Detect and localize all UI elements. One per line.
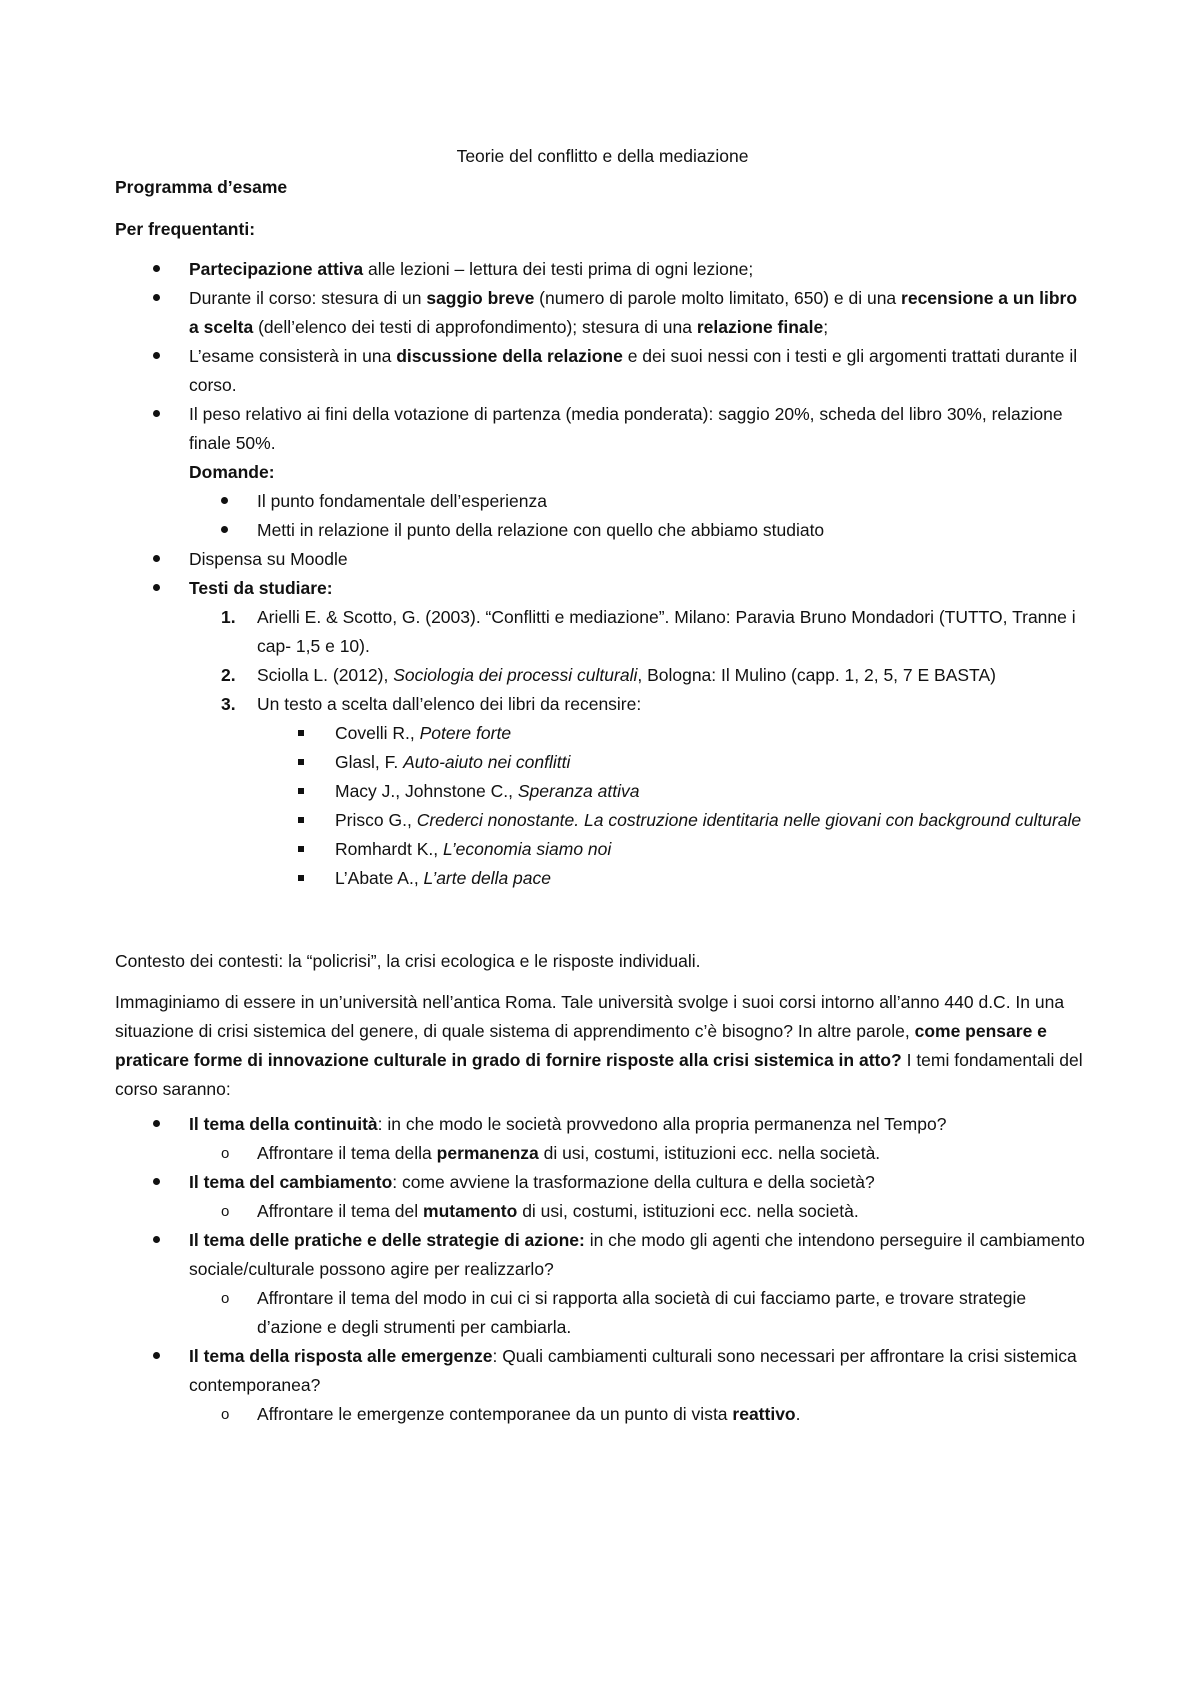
document-title: Teorie del conflitto e della mediazione: [456, 146, 749, 166]
list-item-text: [189, 1230, 1085, 1279]
bullet-marker: [298, 748, 318, 777]
circle-marker: o: [221, 1203, 230, 1220]
text-run: di usi, costumi, istituzioni ecc. nella società.: [538, 1143, 881, 1163]
list-item: [115, 1139, 1090, 1168]
square-bullet-icon: [298, 846, 304, 852]
text-run: discussione della relazione: [396, 346, 623, 366]
square-bullet-icon: [298, 759, 304, 765]
bullet-icon: [153, 584, 160, 591]
bullet-icon: [153, 352, 160, 359]
text-run: Un testo a scelta dall’elenco dei libri da recensire:: [257, 694, 642, 714]
list-item-text: [257, 1201, 859, 1221]
text-run: Il peso relativo ai fini della votazione di partenza (media ponderata): saggio 20%, scheda del libro 30%, relazione finale 50%.: [189, 404, 1063, 453]
text-run: (dell’elenco dei testi di approfondimento); stesura di una: [253, 317, 697, 337]
text-run: Potere forte: [419, 723, 512, 743]
list-item: [115, 661, 1090, 690]
text-run: Glasl, F.: [335, 752, 404, 772]
text-run: .: [795, 1404, 801, 1424]
text-run: Macy J., Johnstone C.,: [335, 781, 518, 801]
requirements-list: [115, 255, 1090, 893]
text-run: , Bologna: Il Mulino (capp. 1, 2, 5, 7 E BASTA): [637, 665, 996, 685]
number-marker: 2.: [221, 665, 236, 685]
text-run: Metti in relazione il punto della relazione con quello che abbiamo studiato: [257, 520, 825, 540]
text-run: : in che modo le società provvedono alla propria permanenza nel Tempo?: [377, 1114, 947, 1134]
bullet-icon: [221, 526, 228, 533]
circle-marker: o: [221, 1145, 230, 1162]
list-item: [115, 719, 1090, 748]
bullet-icon: [153, 1236, 160, 1243]
context-line: Contesto dei contesti: la “policrisi”, la crisi ecologica e le risposte individuali.: [115, 951, 701, 971]
square-bullet-icon: [298, 730, 304, 736]
list-item-text: [189, 346, 1077, 395]
square-bullet-icon: [298, 817, 304, 823]
list-item: [115, 806, 1090, 835]
bullet-marker: [153, 255, 173, 284]
text-run: Il tema delle pratiche e delle strategie di azione:: [189, 1230, 585, 1250]
list-item: [115, 574, 1090, 603]
text-run: Sociologia dei processi culturali: [393, 665, 638, 685]
list-item: [115, 342, 1090, 400]
list-item-text: [335, 839, 611, 859]
circle-marker: o: [221, 1406, 230, 1423]
bullet-marker: [298, 806, 318, 835]
square-bullet-icon: [298, 788, 304, 794]
text-run: saggio breve: [426, 288, 535, 308]
bullet-marker: [221, 516, 241, 545]
number-marker: 3.: [221, 694, 236, 714]
list-item-text: [335, 723, 511, 743]
text-run: reattivo: [732, 1404, 796, 1424]
bullet-marker: [221, 487, 241, 516]
text-run: L’esame consisterà in una: [189, 346, 397, 366]
square-bullet-icon: [298, 875, 304, 881]
text-run: permanenza: [436, 1143, 539, 1163]
text-run: L’Abate A.,: [335, 868, 424, 888]
text-run: di usi, costumi, istituzioni ecc. nella società.: [517, 1201, 859, 1221]
list-item-text: [335, 868, 551, 888]
text-run: Speranza attiva: [517, 781, 640, 801]
bullet-icon: [153, 410, 160, 417]
text-run: Affrontare il tema del: [257, 1201, 424, 1221]
handout-text: Dispensa su Moodle: [189, 549, 348, 569]
list-item-text: [189, 1172, 875, 1192]
text-run: Romhardt K.,: [335, 839, 443, 859]
list-item-text: [257, 694, 641, 714]
list-item: [115, 748, 1090, 777]
circle-marker: o: [221, 1290, 230, 1307]
bullet-icon: [221, 497, 228, 504]
text-run: L’economia siamo noi: [442, 839, 612, 859]
text-run: Affrontare il tema del modo in cui ci si rapporta alla società di cui facciamo parte, e trovare strategie d’azione e degli strumenti per cambiarla.: [257, 1288, 1027, 1337]
text-run: : come avviene la trasformazione della cultura e della società?: [392, 1172, 875, 1192]
bullet-marker: [153, 1226, 173, 1255]
list-item-text: [257, 491, 547, 511]
list-item: [115, 1400, 1090, 1429]
intro-paragraph: [115, 988, 1090, 1104]
list-item-text: [257, 607, 1076, 656]
list-item-text: [189, 288, 1077, 337]
list-item-text: [189, 404, 1063, 453]
list-item: [115, 1342, 1090, 1400]
bullet-marker: [153, 284, 173, 313]
text-run: Covelli R.,: [335, 723, 420, 743]
list-item: [115, 516, 1090, 545]
list-item: [115, 545, 1090, 574]
texts-heading: Testi da studiare:: [189, 578, 333, 598]
text-run: Sciolla L. (2012),: [257, 665, 394, 685]
list-item-text: [335, 752, 570, 772]
list-item: [115, 603, 1090, 661]
list-item-text: [189, 259, 753, 279]
list-item-text: [257, 520, 824, 540]
number-marker: 1.: [221, 607, 236, 627]
exam-program-heading: Programma d’esame: [115, 177, 288, 197]
bullet-marker: [298, 864, 318, 893]
text-run: Durante il corso: stesura di un: [189, 288, 427, 308]
text-run: ;: [823, 317, 829, 337]
bullet-icon: [153, 555, 160, 562]
text-run: Il punto fondamentale dell’esperienza: [257, 491, 547, 511]
list-item: [115, 864, 1090, 893]
bullet-marker: [298, 777, 318, 806]
bullet-icon: [153, 1120, 160, 1127]
list-item: [115, 255, 1090, 284]
list-item-text: [257, 665, 996, 685]
text-run: Affrontare le emergenze contemporanee da un punto di vista: [257, 1404, 733, 1424]
text-run: Il tema della continuità: [189, 1114, 378, 1134]
text-run: Affrontare il tema della: [257, 1143, 437, 1163]
text-run: Prisco G.,: [335, 810, 417, 830]
bullet-icon: [153, 1178, 160, 1185]
list-item-text: [335, 781, 639, 801]
text-run: e dei suoi nessi con i testi e gli argomenti trattati durante il corso.: [189, 346, 1078, 395]
list-item: [115, 777, 1090, 806]
list-item-text: [257, 1288, 1026, 1337]
list-item-text: [335, 810, 1081, 830]
text-run: Immaginiamo di essere in un’università nell’antica Roma. Tale università svolge i suoi corsi intorno all’anno 440 d.C. In una situazione di crisi sistemica del genere, di quale sistema di apprendimento c’è bisogno? In altre parole,: [115, 992, 1065, 1041]
list-item: [115, 1197, 1090, 1226]
list-item: [115, 400, 1090, 458]
bullet-icon: [153, 265, 160, 272]
bullet-marker: [298, 835, 318, 864]
bullet-marker: [153, 400, 173, 429]
attending-students-heading: Per frequentanti:: [115, 219, 256, 239]
bullet-marker: [153, 1168, 173, 1197]
list-item: [115, 690, 1090, 719]
text-run: Arielli E. & Scotto, G. (2003). “Conflitti e mediazione”. Milano: Paravia Bruno Mondadori (TUTTO, Tranne i cap- 1,5 e 10).: [257, 607, 1076, 656]
themes-list: [115, 1110, 1090, 1429]
bullet-marker: [153, 1110, 173, 1139]
bullet-icon: [153, 1352, 160, 1359]
text-run: recensione a un libro a scelta: [189, 288, 1078, 337]
text-run: alle lezioni – lettura dei testi prima di ogni lezione;: [363, 259, 754, 279]
bullet-marker: [153, 342, 173, 371]
list-item-text: [189, 1346, 1077, 1395]
list-item: [115, 1226, 1090, 1284]
text-run: come pensare e praticare forme di innovazione culturale in grado di fornire risposte alla crisi sistemica in atto?: [115, 1021, 1047, 1070]
bullet-icon: [153, 294, 160, 301]
list-item: [115, 284, 1090, 342]
text-run: I temi fondamentali del corso saranno:: [115, 1050, 1083, 1099]
list-item-text: [257, 1143, 880, 1163]
list-item-text: [189, 1114, 946, 1134]
text-run: Crederci nonostante. La costruzione identitaria nelle giovani con background culturale: [416, 810, 1082, 830]
text-run: Auto-aiuto nei conflitti: [403, 752, 571, 772]
list-item-text: [257, 1404, 801, 1424]
bullet-marker: [153, 1342, 173, 1371]
bullet-marker: [298, 719, 318, 748]
text-run: (numero di parole molto limitato, 650) e di una: [534, 288, 902, 308]
questions-heading: Domande:: [189, 462, 275, 482]
text-run: Il tema del cambiamento: [189, 1172, 393, 1192]
text-run: L’arte della pace: [423, 868, 552, 888]
list-item: [115, 1168, 1090, 1197]
text-run: in che modo gli agenti che intendono perseguire il cambiamento sociale/culturale possono agire per realizzarlo?: [189, 1230, 1085, 1279]
text-run: relazione finale: [696, 317, 824, 337]
list-item: [115, 487, 1090, 516]
text-run: : Quali cambiamenti culturali sono necessari per affrontare la crisi sistemica contemporanea?: [189, 1346, 1077, 1395]
text-run: Il tema della risposta alle emergenze: [189, 1346, 493, 1366]
list-item: [115, 835, 1090, 864]
list-item: [115, 1284, 1090, 1342]
text-run: Partecipazione attiva: [189, 259, 364, 279]
list-item: [115, 1110, 1090, 1139]
text-run: mutamento: [423, 1201, 518, 1221]
